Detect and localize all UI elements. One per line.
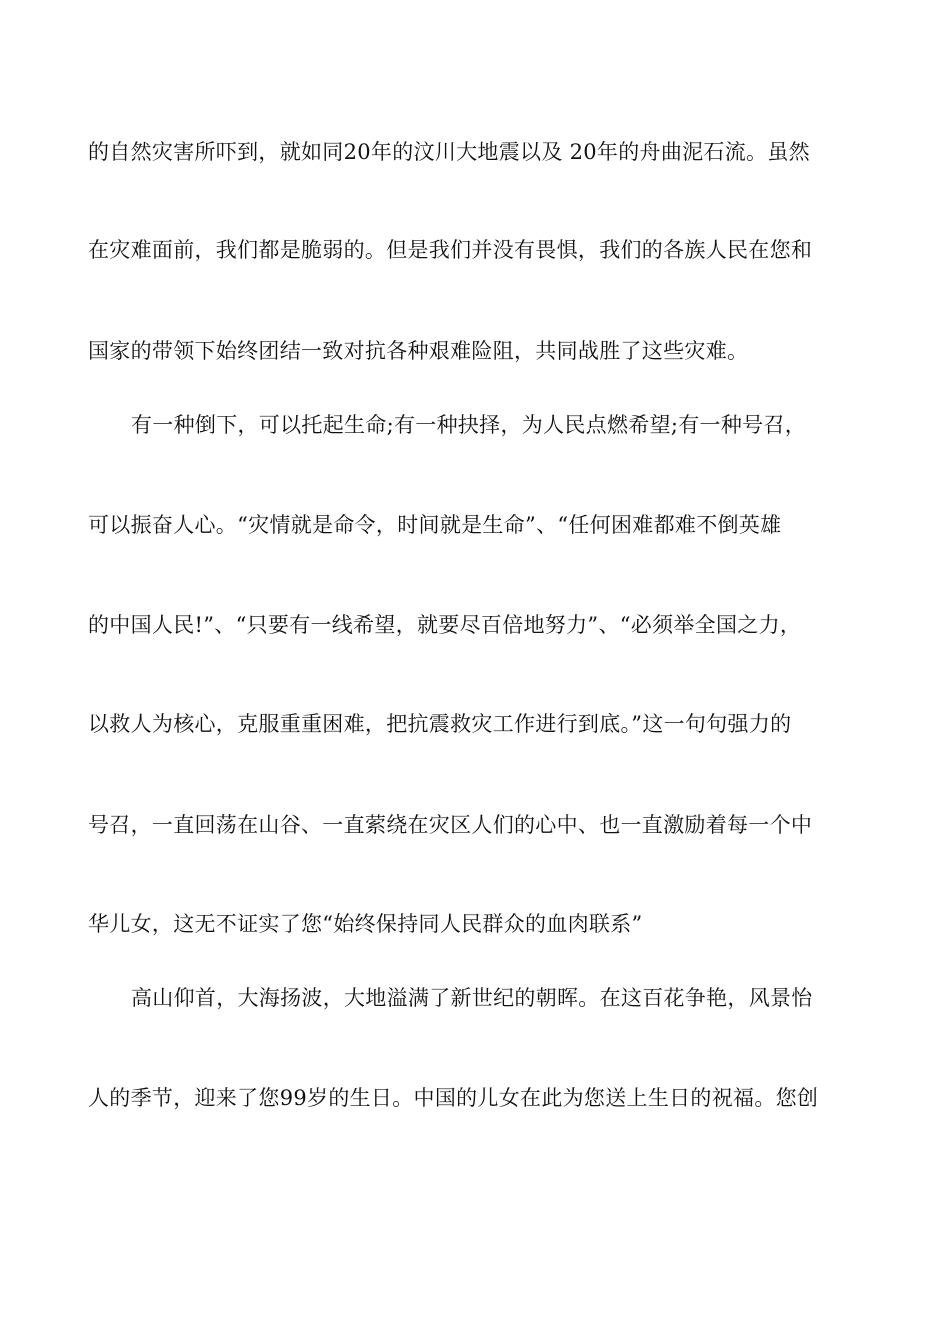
text-line: 号召，一直回荡在山谷、一直萦绕在灾区人们的心中、也一直激励着每一个中: [88, 813, 813, 837]
text-line: 可以振奋人心。“灾情就是命令，时间就是生命”、“任何困难都难不倒英雄: [88, 513, 782, 537]
text-line: 在灾难面前，我们都是脆弱的。但是我们并没有畏惧，我们的各族人民在您和: [88, 238, 813, 262]
text-line: 国家的带领下始终团结一致对抗各种艰难险阻，共同战胜了这些灾难。: [88, 339, 749, 363]
text-line: 的中国人民!”、“只要有一线希望，就要尽百倍地努力”、“必须举全国之力，: [88, 613, 802, 637]
text-line: 人的季节，迎来了您99岁的生日。中国的儿女在此为您送上生日的祝福。您创: [88, 1086, 819, 1110]
paragraph-first-line: 有一种倒下，可以托起生命;有一种抉择，为人民点燃希望;有一种号召，: [131, 413, 807, 437]
text-line: 的自然灾害所吓到，就如同20年的汶川大地震以及 20年的舟曲泥石流。虽然: [88, 140, 810, 164]
text-line: 以救人为核心，克服重重困难，把抗震救灾工作进行到底。”这一句句强力的: [88, 712, 792, 736]
text-line: 华儿女，这无不证实了您“始终保持同人民群众的血肉联系”: [88, 912, 643, 936]
paragraph-first-line: 高山仰首，大海扬波，大地溢满了新世纪的朝晖。在这百花争艳，风景怡: [131, 986, 813, 1010]
